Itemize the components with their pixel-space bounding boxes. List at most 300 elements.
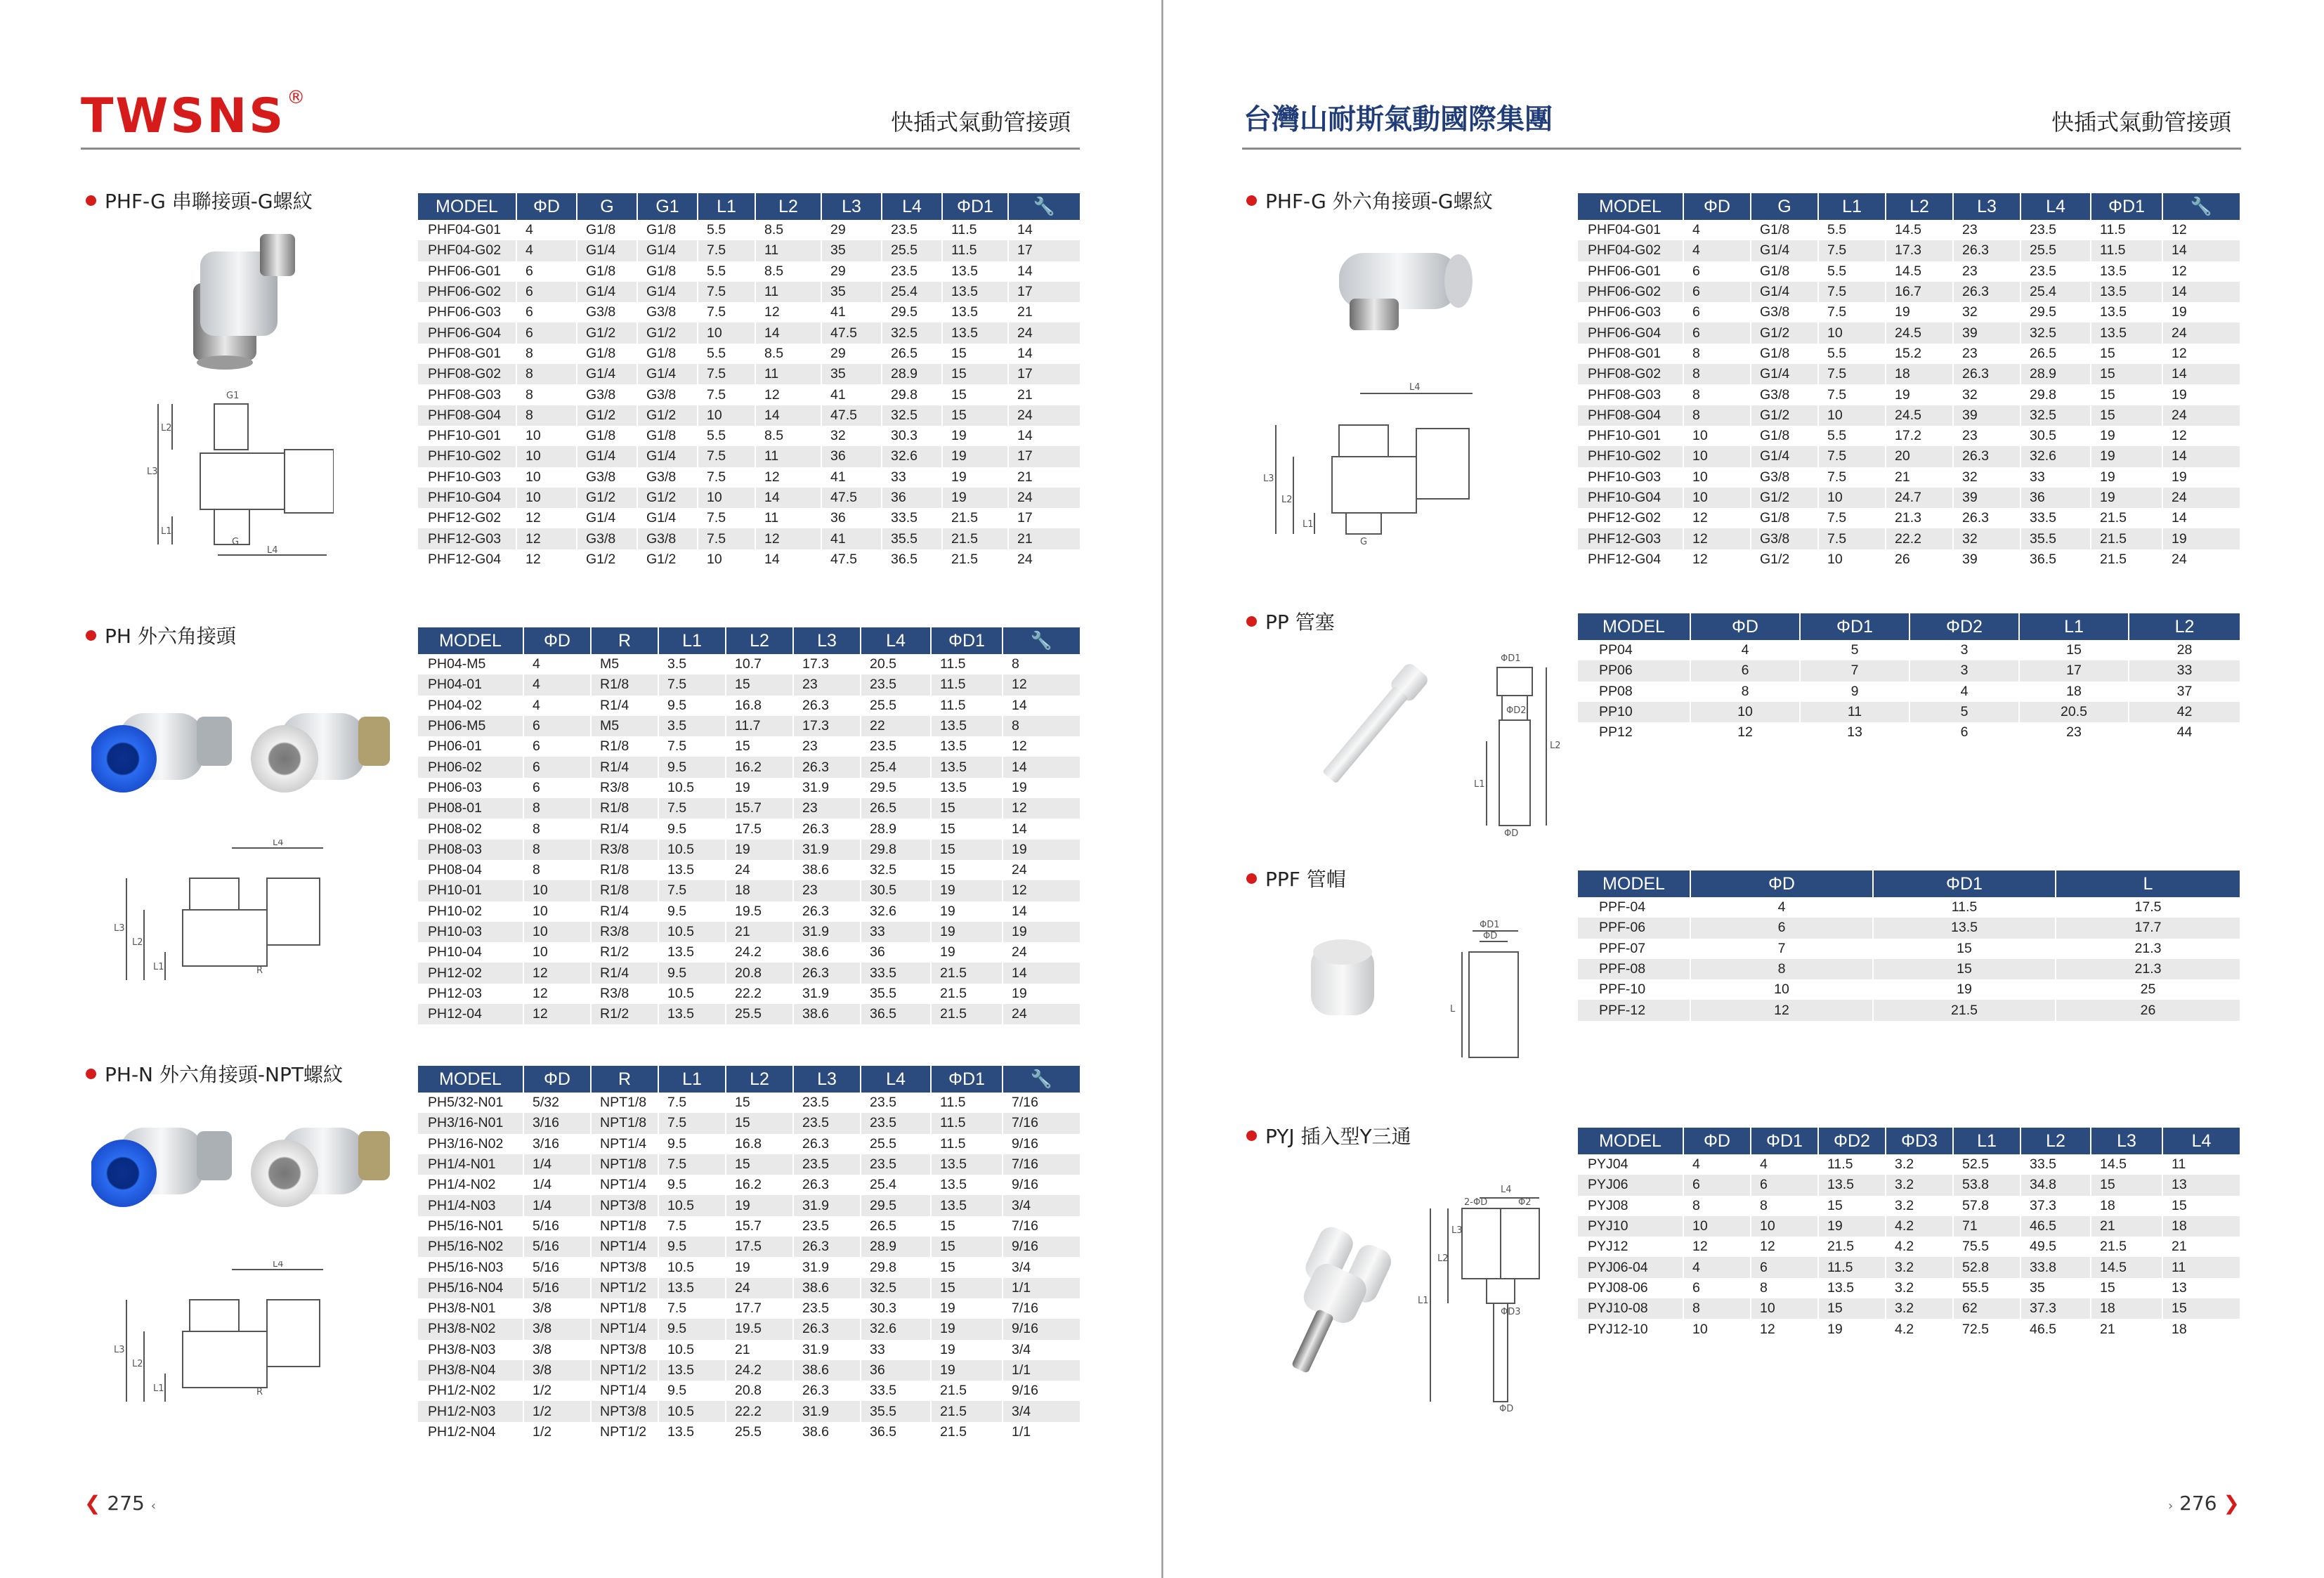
table-row bbox=[1578, 1175, 2240, 1195]
column-header: ΦD2 bbox=[1818, 1128, 1886, 1154]
model-cell: PH08-02 bbox=[418, 819, 523, 839]
model-cell: PHF10-G04 bbox=[418, 488, 516, 508]
column-header: ΦD1 bbox=[1751, 1128, 1818, 1154]
table-row bbox=[418, 302, 1080, 322]
spec-cell: 13.5 bbox=[942, 282, 1008, 302]
spec-cell: 31.9 bbox=[793, 778, 861, 798]
model-cell: PH08-01 bbox=[418, 798, 523, 819]
spec-cell: 13.5 bbox=[931, 1195, 1003, 1215]
model-cell: PH1/2-N02 bbox=[418, 1381, 523, 1401]
spec-cell: 7 bbox=[1690, 939, 1873, 959]
spec-cell: 25.5 bbox=[882, 240, 942, 261]
spec-cell: 3/8 bbox=[523, 1298, 591, 1319]
svg-text:ΦD: ΦD bbox=[1499, 1404, 1514, 1414]
table-row bbox=[418, 963, 1080, 983]
spec-cell: 3.2 bbox=[1886, 1196, 1953, 1216]
spec-cell: R1/8 bbox=[591, 736, 658, 757]
spec-cell: 33.8 bbox=[2021, 1257, 2091, 1277]
model-cell: PH06-02 bbox=[418, 757, 523, 777]
spec-cell: 36 bbox=[861, 942, 931, 963]
spec-cell: G1/2 bbox=[577, 488, 637, 508]
spec-cell: 7/16 bbox=[1003, 1298, 1080, 1319]
spec-cell: 7/16 bbox=[1003, 1216, 1080, 1237]
spec-cell: 7.5 bbox=[698, 240, 755, 261]
table-row bbox=[1578, 240, 2240, 261]
spec-cell: 14 bbox=[2162, 282, 2240, 302]
spec-cell: 19 bbox=[931, 880, 1003, 901]
table-row bbox=[1578, 508, 2240, 528]
spec-cell: 19 bbox=[726, 1195, 793, 1215]
model-cell: PHF08-G01 bbox=[1578, 344, 1683, 364]
spec-cell: 12 bbox=[2162, 220, 2240, 240]
spec-cell: 26.3 bbox=[1953, 240, 2021, 261]
spec-cell: 6 bbox=[1683, 1278, 1751, 1298]
spec-cell: 21.5 bbox=[1818, 1237, 1886, 1257]
model-cell: PP10 bbox=[1578, 702, 1690, 722]
table-row bbox=[418, 696, 1080, 716]
spec-cell: 11.5 bbox=[2091, 220, 2162, 240]
spec-cell: 10 bbox=[698, 405, 755, 426]
spec-cell: 11.5 bbox=[1873, 897, 2056, 918]
column-header: G1 bbox=[637, 193, 698, 220]
spec-cell: G1/2 bbox=[577, 322, 637, 343]
spec-cell: G1/8 bbox=[577, 261, 637, 282]
spec-cell: NPT3/8 bbox=[591, 1401, 658, 1421]
model-cell: PP12 bbox=[1578, 722, 1690, 743]
spec-cell: 19 bbox=[931, 922, 1003, 942]
spec-cell: 3.2 bbox=[1886, 1298, 1953, 1319]
spec-cell: 7.5 bbox=[658, 1113, 726, 1133]
spec-cell: 12 bbox=[2162, 426, 2240, 446]
spec-cell: G1/4 bbox=[637, 446, 698, 467]
spec-cell: 10 bbox=[1683, 1216, 1751, 1237]
table-row bbox=[418, 1175, 1080, 1195]
spec-cell: 75.5 bbox=[1953, 1237, 2021, 1257]
spec-cell: 4 bbox=[1751, 1154, 1818, 1175]
spec-cell: G1/8 bbox=[577, 426, 637, 446]
spec-cell: 6 bbox=[1683, 282, 1751, 302]
column-header: ΦD bbox=[523, 627, 591, 654]
model-cell: PHF04-G01 bbox=[1578, 220, 1683, 240]
spec-cell: 1/1 bbox=[1003, 1278, 1080, 1298]
ph-n-npt-drawing bbox=[112, 1261, 372, 1405]
spec-cell: 15 bbox=[2091, 1175, 2162, 1195]
spec-cell: 10 bbox=[523, 880, 591, 901]
svg-text:L3: L3 bbox=[1263, 474, 1274, 484]
model-cell: PHF08-G04 bbox=[1578, 405, 1683, 426]
spec-cell: 19 bbox=[1003, 984, 1080, 1004]
table-row bbox=[418, 344, 1080, 364]
spec-cell: 32.5 bbox=[861, 1278, 931, 1298]
model-cell: PH12-02 bbox=[418, 963, 523, 983]
spec-cell: 9.5 bbox=[658, 819, 726, 839]
spec-cell: 12 bbox=[1003, 674, 1080, 695]
model-cell: PYJ08-06 bbox=[1578, 1278, 1683, 1298]
spec-cell: 21.5 bbox=[2091, 549, 2162, 570]
spec-cell: 15 bbox=[2162, 1196, 2240, 1216]
spec-cell: 5/32 bbox=[523, 1093, 591, 1113]
svg-text:L4: L4 bbox=[273, 840, 284, 848]
table-row bbox=[1578, 702, 2240, 722]
spec-cell: 23.5 bbox=[882, 220, 942, 240]
column-header: MODEL bbox=[1578, 1128, 1683, 1154]
model-cell: PP08 bbox=[1578, 682, 1690, 702]
spec-cell: 21 bbox=[726, 1340, 793, 1360]
spec-cell: 17 bbox=[1008, 282, 1080, 302]
column-header: L2 bbox=[726, 1066, 793, 1093]
spec-cell: 19.5 bbox=[726, 901, 793, 922]
model-cell: PHF08-G04 bbox=[418, 405, 516, 426]
spec-cell: 19 bbox=[726, 778, 793, 798]
model-cell: PHF08-G02 bbox=[418, 364, 516, 384]
spec-cell: 23 bbox=[2019, 722, 2129, 743]
spec-cell: 4 bbox=[523, 674, 591, 695]
spec-cell: 36 bbox=[821, 508, 882, 528]
spec-cell: 21 bbox=[2091, 1216, 2162, 1237]
spec-cell: NPT1/2 bbox=[591, 1422, 658, 1442]
spec-cell: 24 bbox=[1008, 549, 1080, 570]
model-cell: PH1/4-N02 bbox=[418, 1175, 523, 1195]
spec-cell: 20.8 bbox=[726, 1381, 793, 1401]
column-header: ΦD bbox=[523, 1066, 591, 1093]
spec-cell: 19 bbox=[942, 467, 1008, 488]
spec-cell: 26.3 bbox=[793, 1134, 861, 1154]
spec-cell: 23 bbox=[793, 736, 861, 757]
phf-g-hex-drawing bbox=[1262, 379, 1487, 545]
spec-cell: R3/8 bbox=[591, 778, 658, 798]
svg-text:L3: L3 bbox=[147, 467, 158, 477]
svg-text:L1: L1 bbox=[153, 962, 164, 972]
spec-cell: 8 bbox=[516, 384, 577, 405]
spec-cell: 21.3 bbox=[2056, 939, 2240, 959]
spec-cell: 4 bbox=[1690, 897, 1873, 918]
model-cell: PH1/2-N04 bbox=[418, 1422, 523, 1442]
spec-cell: 1/2 bbox=[523, 1401, 591, 1421]
spec-cell: 12 bbox=[755, 302, 821, 322]
spec-cell: 3/8 bbox=[523, 1340, 591, 1360]
phf-g-union-photo bbox=[179, 223, 302, 371]
table-row bbox=[418, 901, 1080, 922]
svg-text:ΦD3: ΦD3 bbox=[1501, 1307, 1521, 1317]
table-row bbox=[1578, 220, 2240, 240]
spec-cell: 19 bbox=[2091, 446, 2162, 467]
spec-cell: 7.5 bbox=[698, 302, 755, 322]
spec-cell: 21.5 bbox=[942, 508, 1008, 528]
spec-cell: R3/8 bbox=[591, 840, 658, 860]
spec-cell: 36 bbox=[882, 488, 942, 508]
spec-cell: 19 bbox=[2162, 467, 2240, 488]
spec-cell: 33.5 bbox=[2021, 508, 2091, 528]
spec-cell: 11 bbox=[755, 446, 821, 467]
spec-cell: 72.5 bbox=[1953, 1319, 2021, 1339]
spec-cell: 10 bbox=[523, 901, 591, 922]
spec-cell: 14 bbox=[1008, 220, 1080, 240]
spec-cell: 3/16 bbox=[523, 1134, 591, 1154]
svg-text:L2: L2 bbox=[1437, 1253, 1449, 1264]
spec-cell: 8 bbox=[1003, 654, 1080, 674]
spec-cell: 15 bbox=[726, 674, 793, 695]
model-cell: PPF-10 bbox=[1578, 979, 1690, 1000]
spec-cell: 39 bbox=[1953, 322, 2021, 343]
spec-cell: 14.5 bbox=[1886, 220, 1953, 240]
model-cell: PHF12-G04 bbox=[1578, 549, 1683, 570]
table-row bbox=[1578, 488, 2240, 508]
spec-cell: 23.5 bbox=[793, 1216, 861, 1237]
model-cell: PH5/16-N03 bbox=[418, 1257, 523, 1277]
table-row bbox=[1578, 322, 2240, 343]
spec-cell: 15 bbox=[2019, 640, 2129, 660]
column-header: ΦD1 bbox=[2091, 193, 2162, 220]
table-row bbox=[418, 1195, 1080, 1215]
spec-cell: 14 bbox=[2162, 446, 2240, 467]
spec-cell: 21.5 bbox=[931, 1004, 1003, 1024]
spec-cell: G1/8 bbox=[1751, 344, 1818, 364]
model-cell: PPF-04 bbox=[1578, 897, 1690, 918]
spec-cell: 7.5 bbox=[1818, 282, 1886, 302]
ph-hex-drawing bbox=[112, 840, 372, 984]
spec-cell: 6 bbox=[1690, 918, 1873, 938]
spec-cell: 11 bbox=[755, 364, 821, 384]
spec-cell: 7.5 bbox=[698, 384, 755, 405]
table-row bbox=[1578, 897, 2240, 918]
spec-cell: 14 bbox=[1003, 901, 1080, 922]
spec-cell: 8 bbox=[1683, 1196, 1751, 1216]
spec-cell: 24 bbox=[1008, 405, 1080, 426]
model-cell: PHF06-G03 bbox=[1578, 302, 1683, 322]
spec-cell: 36.5 bbox=[861, 1422, 931, 1442]
spec-cell: 9.5 bbox=[658, 963, 726, 983]
spec-cell: 3.5 bbox=[658, 654, 726, 674]
spec-cell: 19 bbox=[942, 488, 1008, 508]
spec-cell: 19 bbox=[1886, 302, 1953, 322]
spec-cell: 32.5 bbox=[861, 860, 931, 880]
model-cell: PP06 bbox=[1578, 660, 1690, 681]
svg-text:L3: L3 bbox=[114, 923, 125, 934]
spec-cell: 12 bbox=[755, 528, 821, 549]
spec-cell: G1/2 bbox=[637, 405, 698, 426]
spec-cell: 10.5 bbox=[658, 1401, 726, 1421]
spec-cell: 9/16 bbox=[1003, 1381, 1080, 1401]
column-header: 🔧 bbox=[1008, 193, 1080, 220]
spec-cell: 5.5 bbox=[698, 426, 755, 446]
spec-cell: G1/4 bbox=[577, 446, 637, 467]
spec-cell: G1/2 bbox=[1751, 488, 1818, 508]
table-row bbox=[1578, 959, 2240, 979]
spec-cell: 10 bbox=[523, 942, 591, 963]
spec-cell: 17 bbox=[1008, 364, 1080, 384]
spec-cell: 11.5 bbox=[931, 654, 1003, 674]
svg-text:Φ2: Φ2 bbox=[1518, 1197, 1532, 1208]
spec-cell: R1/2 bbox=[591, 942, 658, 963]
column-header: 🔧 bbox=[1003, 1066, 1080, 1093]
spec-cell: 15 bbox=[942, 364, 1008, 384]
table-row bbox=[1578, 1216, 2240, 1237]
spec-cell: 15 bbox=[1818, 1196, 1886, 1216]
section-title-phf-g-union: PHF-G 串聯接頭-G螺紋 bbox=[86, 192, 313, 211]
spec-cell: 26 bbox=[2056, 1000, 2240, 1020]
spec-cell: 3.2 bbox=[1886, 1257, 1953, 1277]
spec-cell: 6 bbox=[516, 322, 577, 343]
spec-cell: 4 bbox=[516, 220, 577, 240]
spec-cell: 36 bbox=[2021, 488, 2091, 508]
spec-cell: 28.9 bbox=[861, 819, 931, 839]
spec-cell: 3.2 bbox=[1886, 1175, 1953, 1195]
spec-cell: 19 bbox=[931, 1319, 1003, 1339]
column-header: L2 bbox=[726, 627, 793, 654]
page-subtitle: 快插式氣動管接頭 bbox=[2051, 109, 2232, 136]
spec-cell: 15 bbox=[726, 1093, 793, 1113]
model-cell: PH5/16-N02 bbox=[418, 1237, 523, 1257]
spec-cell: 4 bbox=[1683, 1257, 1751, 1277]
spec-cell: 8 bbox=[1683, 344, 1751, 364]
spec-cell: G3/8 bbox=[1751, 528, 1818, 549]
table-row bbox=[1578, 302, 2240, 322]
spec-cell: 14.5 bbox=[2091, 1154, 2162, 1175]
spec-cell: 24 bbox=[726, 860, 793, 880]
svg-text:L4: L4 bbox=[273, 1261, 284, 1270]
table-row bbox=[1578, 446, 2240, 467]
spec-cell: G1/2 bbox=[577, 405, 637, 426]
model-cell: PHF12-G02 bbox=[1578, 508, 1683, 528]
section-title-ph-n-npt: PH-N 外六角接頭-NPT螺紋 bbox=[86, 1065, 343, 1085]
column-header: MODEL bbox=[418, 1066, 523, 1093]
spec-cell: 26.3 bbox=[793, 1319, 861, 1339]
ppf-cap-photo bbox=[1290, 927, 1395, 1033]
spec-cell: 3.5 bbox=[658, 716, 726, 736]
spec-cell: 6 bbox=[516, 261, 577, 282]
spec-cell: 8 bbox=[1003, 716, 1080, 736]
table-row bbox=[418, 508, 1080, 528]
spec-cell: 32 bbox=[1953, 384, 2021, 405]
spec-cell: 11 bbox=[2162, 1257, 2240, 1277]
spec-cell: 10 bbox=[516, 446, 577, 467]
spec-cell: 19 bbox=[1886, 384, 1953, 405]
model-cell: PPF-12 bbox=[1578, 1000, 1690, 1020]
spec-cell: 23.5 bbox=[793, 1154, 861, 1175]
spec-cell: 11 bbox=[755, 240, 821, 261]
spec-cell: 25 bbox=[2056, 979, 2240, 1000]
spec-cell: 10 bbox=[523, 922, 591, 942]
spec-cell: 19 bbox=[726, 840, 793, 860]
svg-text:L4: L4 bbox=[267, 545, 278, 556]
spec-cell: G3/8 bbox=[637, 528, 698, 549]
spec-cell: 1/2 bbox=[523, 1381, 591, 1401]
table-header-row bbox=[418, 193, 1080, 220]
spec-cell: 47.5 bbox=[821, 322, 882, 343]
spec-cell: 9.5 bbox=[658, 1237, 726, 1257]
spec-cell: G3/8 bbox=[637, 467, 698, 488]
spec-cell: 15 bbox=[931, 840, 1003, 860]
spec-cell: 10 bbox=[1818, 322, 1886, 343]
column-header: L4 bbox=[882, 193, 942, 220]
table-row bbox=[1578, 426, 2240, 446]
model-cell: PHF10-G02 bbox=[418, 446, 516, 467]
spec-cell: 25.4 bbox=[2021, 282, 2091, 302]
model-cell: PYJ06-04 bbox=[1578, 1257, 1683, 1277]
spec-cell: 19 bbox=[931, 1298, 1003, 1319]
column-header: ΦD bbox=[1683, 193, 1751, 220]
spec-cell: G1/2 bbox=[637, 549, 698, 570]
spec-cell: 8 bbox=[1690, 682, 1800, 702]
spec-cell: 24 bbox=[1003, 942, 1080, 963]
spec-cell: 21 bbox=[1008, 467, 1080, 488]
column-header: L4 bbox=[861, 1066, 931, 1093]
company-title: 台灣山耐斯氣動國際集團 bbox=[1243, 103, 1553, 136]
table-row bbox=[418, 1278, 1080, 1298]
spec-cell: 19 bbox=[1003, 922, 1080, 942]
spec-cell: 24 bbox=[2162, 488, 2240, 508]
spec-cell: 8 bbox=[523, 840, 591, 860]
spec-cell: 13.5 bbox=[942, 322, 1008, 343]
spec-cell: 52.8 bbox=[1953, 1257, 2021, 1277]
column-header: ΦD1 bbox=[1800, 613, 1910, 640]
spec-cell: 4 bbox=[1683, 1154, 1751, 1175]
table-row bbox=[418, 880, 1080, 901]
model-cell: PHF12-G03 bbox=[1578, 528, 1683, 549]
spec-cell: 13.5 bbox=[658, 1278, 726, 1298]
spec-cell: 32.5 bbox=[882, 405, 942, 426]
spec-cell: 13.5 bbox=[658, 1422, 726, 1442]
spec-cell: 19.5 bbox=[726, 1319, 793, 1339]
spec-cell: 11.7 bbox=[726, 716, 793, 736]
spec-cell: 14 bbox=[2162, 508, 2240, 528]
model-cell: PH06-M5 bbox=[418, 716, 523, 736]
spec-cell: 30.5 bbox=[861, 880, 931, 901]
spec-cell: 31.9 bbox=[793, 840, 861, 860]
spec-cell: 15 bbox=[931, 1278, 1003, 1298]
spec-cell: 7.5 bbox=[1818, 446, 1886, 467]
spec-cell: 10.5 bbox=[658, 1195, 726, 1215]
spec-cell: 38.6 bbox=[793, 942, 861, 963]
model-cell: PHF10-G01 bbox=[1578, 426, 1683, 446]
model-cell: PH1/4-N01 bbox=[418, 1154, 523, 1175]
spec-cell: G1/2 bbox=[577, 549, 637, 570]
model-cell: PHF04-G02 bbox=[418, 240, 516, 261]
svg-text:ΦD1: ΦD1 bbox=[1480, 920, 1500, 930]
spec-cell: 6 bbox=[1683, 261, 1751, 282]
svg-text:L1: L1 bbox=[1418, 1296, 1429, 1306]
spec-cell: G3/8 bbox=[577, 528, 637, 549]
spec-cell: 26.3 bbox=[793, 1175, 861, 1195]
table-row bbox=[418, 1216, 1080, 1237]
spec-cell: G3/8 bbox=[1751, 302, 1818, 322]
spec-cell: G1/4 bbox=[577, 364, 637, 384]
spec-cell: 16.7 bbox=[1886, 282, 1953, 302]
spec-cell: 16.2 bbox=[726, 757, 793, 777]
spec-cell: 38.6 bbox=[793, 860, 861, 880]
spec-cell: 11 bbox=[755, 508, 821, 528]
spec-cell: 3/4 bbox=[1003, 1195, 1080, 1215]
spec-cell: 10.5 bbox=[658, 984, 726, 1004]
spec-cell: 11.5 bbox=[942, 240, 1008, 261]
model-cell: PHF10-G01 bbox=[418, 426, 516, 446]
table-row bbox=[418, 798, 1080, 819]
column-header: ΦD bbox=[1683, 1128, 1751, 1154]
spec-cell: 37.3 bbox=[2021, 1196, 2091, 1216]
spec-cell: 55.5 bbox=[1953, 1278, 2021, 1298]
spec-cell: 53.8 bbox=[1953, 1175, 2021, 1195]
spec-cell: 4 bbox=[1690, 640, 1800, 660]
spec-cell: 3.2 bbox=[1886, 1154, 1953, 1175]
spec-cell: 8 bbox=[516, 364, 577, 384]
table-header-row bbox=[1578, 613, 2240, 640]
spec-cell: 5 bbox=[1910, 702, 2019, 722]
spec-cell: 26.5 bbox=[2021, 344, 2091, 364]
spec-cell: 5.5 bbox=[698, 220, 755, 240]
spec-cell: 8.5 bbox=[755, 220, 821, 240]
spec-cell: 29 bbox=[821, 261, 882, 282]
spec-cell: 12 bbox=[516, 549, 577, 570]
